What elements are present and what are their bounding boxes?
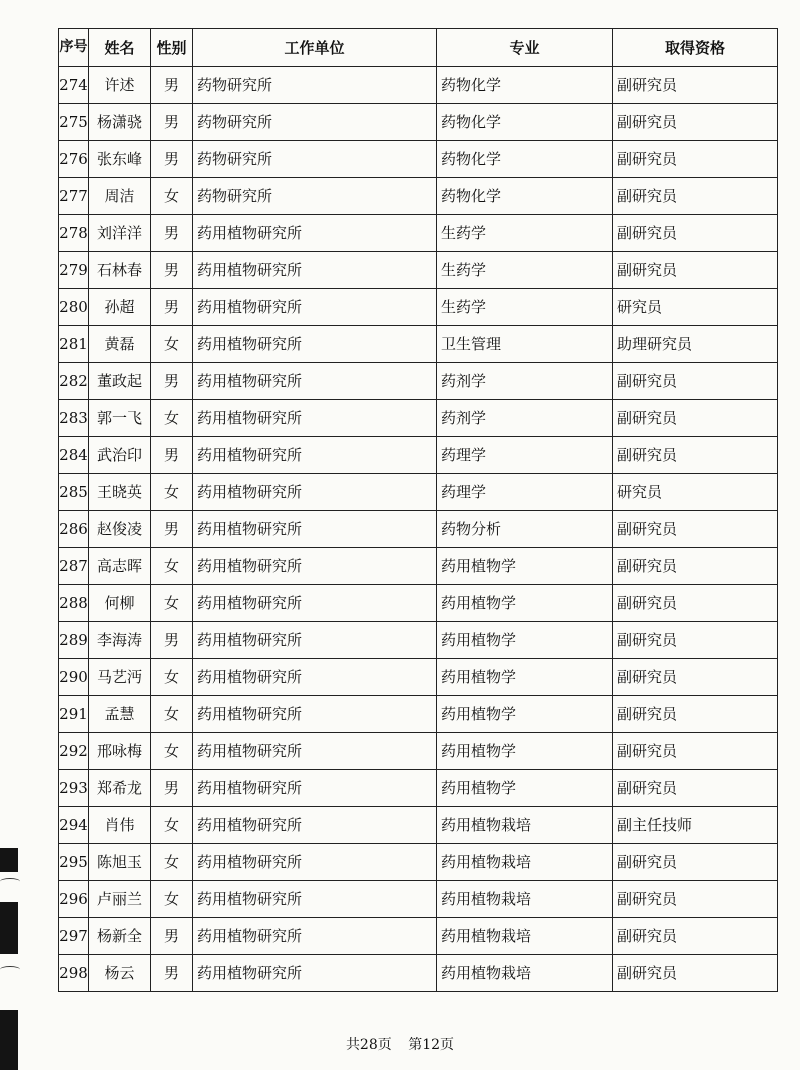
- cell-name: 许述: [89, 67, 151, 104]
- cell-unit: 药用植物研究所: [193, 733, 437, 770]
- cell-major: 药物化学: [437, 141, 613, 178]
- cell-seq: 278: [59, 215, 89, 252]
- table-row: [59, 326, 778, 363]
- table-row: [59, 955, 778, 992]
- cell-qualification: 副研究员: [613, 363, 778, 400]
- cell-major: 药用植物学: [437, 733, 613, 770]
- cell-unit: 药物研究所: [193, 178, 437, 215]
- cell-name: 张东峰: [89, 141, 151, 178]
- cell-name: 杨新全: [89, 918, 151, 955]
- cell-major: 药用植物栽培: [437, 881, 613, 918]
- table-row: [59, 696, 778, 733]
- header-seq: 序号: [59, 29, 89, 67]
- cell-qualification: 副研究员: [613, 918, 778, 955]
- cell-name: 周洁: [89, 178, 151, 215]
- cell-name: 刘洋洋: [89, 215, 151, 252]
- cell-name: 孙超: [89, 289, 151, 326]
- cell-major: 卫生管理: [437, 326, 613, 363]
- cell-major: 药用植物栽培: [437, 807, 613, 844]
- header-name: 姓名: [89, 29, 151, 67]
- cell-major: 药物化学: [437, 67, 613, 104]
- table-row: [59, 770, 778, 807]
- cell-unit: 药用植物研究所: [193, 400, 437, 437]
- cell-sex: 女: [151, 585, 193, 622]
- cell-unit: 药用植物研究所: [193, 289, 437, 326]
- table-row: [59, 807, 778, 844]
- table-row: [59, 881, 778, 918]
- cell-unit: 药用植物研究所: [193, 807, 437, 844]
- binder-hole-2: [0, 966, 20, 973]
- cell-name: 武治印: [89, 437, 151, 474]
- cell-qualification: 副研究员: [613, 437, 778, 474]
- cell-qualification: 副研究员: [613, 696, 778, 733]
- cell-major: 药剂学: [437, 400, 613, 437]
- cell-major: 药用植物学: [437, 548, 613, 585]
- binder-mark-2: [0, 902, 18, 954]
- cell-seq: 279: [59, 252, 89, 289]
- cell-sex: 男: [151, 141, 193, 178]
- cell-qualification: 副研究员: [613, 733, 778, 770]
- qualification-table: [58, 28, 778, 992]
- table-row: [59, 474, 778, 511]
- cell-qualification: 副研究员: [613, 881, 778, 918]
- cell-seq: 280: [59, 289, 89, 326]
- cell-sex: 男: [151, 437, 193, 474]
- table-row: [59, 844, 778, 881]
- cell-sex: 男: [151, 289, 193, 326]
- cell-unit: 药用植物研究所: [193, 585, 437, 622]
- cell-unit: 药物研究所: [193, 104, 437, 141]
- cell-unit: 药用植物研究所: [193, 770, 437, 807]
- cell-seq: 284: [59, 437, 89, 474]
- cell-seq: 287: [59, 548, 89, 585]
- cell-unit: 药用植物研究所: [193, 696, 437, 733]
- cell-name: 杨云: [89, 955, 151, 992]
- cell-major: 药剂学: [437, 363, 613, 400]
- cell-seq: 292: [59, 733, 89, 770]
- cell-seq: 282: [59, 363, 89, 400]
- cell-seq: 291: [59, 696, 89, 733]
- cell-sex: 男: [151, 511, 193, 548]
- cell-sex: 男: [151, 67, 193, 104]
- header-major: 专业: [437, 29, 613, 67]
- binder-hole-1: [0, 878, 20, 885]
- cell-seq: 295: [59, 844, 89, 881]
- cell-sex: 男: [151, 363, 193, 400]
- cell-qualification: 副研究员: [613, 511, 778, 548]
- table-row: [59, 511, 778, 548]
- cell-unit: 药用植物研究所: [193, 326, 437, 363]
- table-row: [59, 67, 778, 104]
- cell-major: 药用植物栽培: [437, 955, 613, 992]
- cell-name: 卢丽兰: [89, 881, 151, 918]
- cell-major: 药用植物栽培: [437, 844, 613, 881]
- cell-seq: 298: [59, 955, 89, 992]
- cell-sex: 女: [151, 659, 193, 696]
- current-page: 第12页: [408, 1037, 455, 1053]
- cell-name: 郭一飞: [89, 400, 151, 437]
- cell-unit: 药用植物研究所: [193, 474, 437, 511]
- cell-qualification: 副研究员: [613, 215, 778, 252]
- header-unit: 工作单位: [193, 29, 437, 67]
- binder-mark-3: [0, 1010, 18, 1070]
- cell-seq: 274: [59, 67, 89, 104]
- cell-name: 高志晖: [89, 548, 151, 585]
- cell-major: 生药学: [437, 289, 613, 326]
- table-body: [59, 67, 778, 992]
- cell-qualification: 副研究员: [613, 67, 778, 104]
- table-row: [59, 215, 778, 252]
- cell-name: 王晓英: [89, 474, 151, 511]
- cell-sex: 男: [151, 955, 193, 992]
- cell-major: 药物化学: [437, 178, 613, 215]
- cell-name: 董政起: [89, 363, 151, 400]
- table-row: [59, 622, 778, 659]
- cell-qualification: 研究员: [613, 289, 778, 326]
- cell-unit: 药用植物研究所: [193, 548, 437, 585]
- cell-qualification: 副研究员: [613, 844, 778, 881]
- cell-name: 石林春: [89, 252, 151, 289]
- header-qualification: 取得资格: [613, 29, 778, 67]
- cell-qualification: 副研究员: [613, 141, 778, 178]
- cell-sex: 女: [151, 844, 193, 881]
- cell-seq: 277: [59, 178, 89, 215]
- header-sex: 性别: [151, 29, 193, 67]
- cell-seq: 290: [59, 659, 89, 696]
- cell-major: 生药学: [437, 252, 613, 289]
- cell-name: 陈旭玉: [89, 844, 151, 881]
- table-row: [59, 733, 778, 770]
- table-row: [59, 104, 778, 141]
- cell-unit: 药用植物研究所: [193, 252, 437, 289]
- cell-seq: 285: [59, 474, 89, 511]
- cell-unit: 药物研究所: [193, 141, 437, 178]
- cell-seq: 286: [59, 511, 89, 548]
- cell-seq: 293: [59, 770, 89, 807]
- cell-major: 药用植物学: [437, 659, 613, 696]
- cell-sex: 女: [151, 326, 193, 363]
- cell-name: 李海涛: [89, 622, 151, 659]
- table-row: [59, 659, 778, 696]
- table-row: [59, 141, 778, 178]
- cell-qualification: 副研究员: [613, 585, 778, 622]
- cell-sex: 女: [151, 733, 193, 770]
- cell-seq: 288: [59, 585, 89, 622]
- cell-major: 药用植物学: [437, 585, 613, 622]
- cell-unit: 药用植物研究所: [193, 437, 437, 474]
- cell-seq: 276: [59, 141, 89, 178]
- cell-unit: 药物研究所: [193, 67, 437, 104]
- cell-sex: 男: [151, 622, 193, 659]
- page-footer: [0, 1034, 800, 1054]
- cell-unit: 药用植物研究所: [193, 659, 437, 696]
- table-row: [59, 400, 778, 437]
- cell-major: 药物分析: [437, 511, 613, 548]
- cell-major: 药用植物学: [437, 770, 613, 807]
- cell-unit: 药用植物研究所: [193, 955, 437, 992]
- cell-sex: 男: [151, 104, 193, 141]
- cell-sex: 女: [151, 178, 193, 215]
- table-header: [59, 29, 778, 67]
- cell-sex: 男: [151, 252, 193, 289]
- table-row: [59, 437, 778, 474]
- cell-qualification: 副研究员: [613, 400, 778, 437]
- cell-unit: 药用植物研究所: [193, 844, 437, 881]
- cell-sex: 女: [151, 696, 193, 733]
- cell-seq: 281: [59, 326, 89, 363]
- cell-name: 黄磊: [89, 326, 151, 363]
- cell-qualification: 副研究员: [613, 659, 778, 696]
- cell-major: 药物化学: [437, 104, 613, 141]
- cell-name: 郑希龙: [89, 770, 151, 807]
- cell-major: 药理学: [437, 474, 613, 511]
- cell-seq: 283: [59, 400, 89, 437]
- cell-name: 赵俊凌: [89, 511, 151, 548]
- cell-seq: 289: [59, 622, 89, 659]
- cell-major: 药用植物学: [437, 622, 613, 659]
- cell-sex: 男: [151, 215, 193, 252]
- cell-qualification: 副研究员: [613, 955, 778, 992]
- header-row: [59, 29, 778, 67]
- cell-qualification: 副研究员: [613, 104, 778, 141]
- cell-name: 邢咏梅: [89, 733, 151, 770]
- cell-name: 马艺沔: [89, 659, 151, 696]
- cell-sex: 女: [151, 881, 193, 918]
- cell-unit: 药用植物研究所: [193, 622, 437, 659]
- cell-unit: 药用植物研究所: [193, 215, 437, 252]
- cell-qualification: 副研究员: [613, 548, 778, 585]
- cell-major: 药用植物学: [437, 696, 613, 733]
- table-row: [59, 178, 778, 215]
- cell-name: 孟慧: [89, 696, 151, 733]
- cell-seq: 294: [59, 807, 89, 844]
- cell-major: 药用植物栽培: [437, 918, 613, 955]
- cell-sex: 女: [151, 807, 193, 844]
- cell-sex: 女: [151, 474, 193, 511]
- cell-sex: 男: [151, 918, 193, 955]
- table-row: [59, 289, 778, 326]
- cell-name: 杨潇骁: [89, 104, 151, 141]
- cell-qualification: 副主任技师: [613, 807, 778, 844]
- table-row: [59, 252, 778, 289]
- cell-sex: 女: [151, 548, 193, 585]
- cell-qualification: 研究员: [613, 474, 778, 511]
- cell-unit: 药用植物研究所: [193, 363, 437, 400]
- cell-seq: 275: [59, 104, 89, 141]
- cell-qualification: 副研究员: [613, 252, 778, 289]
- cell-unit: 药用植物研究所: [193, 881, 437, 918]
- cell-sex: 男: [151, 770, 193, 807]
- cell-name: 肖伟: [89, 807, 151, 844]
- cell-qualification: 助理研究员: [613, 326, 778, 363]
- table-row: [59, 363, 778, 400]
- cell-major: 生药学: [437, 215, 613, 252]
- total-pages: 共28页: [345, 1037, 392, 1053]
- cell-unit: 药用植物研究所: [193, 918, 437, 955]
- cell-name: 何柳: [89, 585, 151, 622]
- cell-qualification: 副研究员: [613, 770, 778, 807]
- table-row: [59, 548, 778, 585]
- cell-seq: 297: [59, 918, 89, 955]
- table-row: [59, 918, 778, 955]
- cell-seq: 296: [59, 881, 89, 918]
- cell-sex: 女: [151, 400, 193, 437]
- cell-qualification: 副研究员: [613, 622, 778, 659]
- binder-mark-1: [0, 848, 18, 872]
- table-row: [59, 585, 778, 622]
- cell-qualification: 副研究员: [613, 178, 778, 215]
- cell-major: 药理学: [437, 437, 613, 474]
- cell-unit: 药用植物研究所: [193, 511, 437, 548]
